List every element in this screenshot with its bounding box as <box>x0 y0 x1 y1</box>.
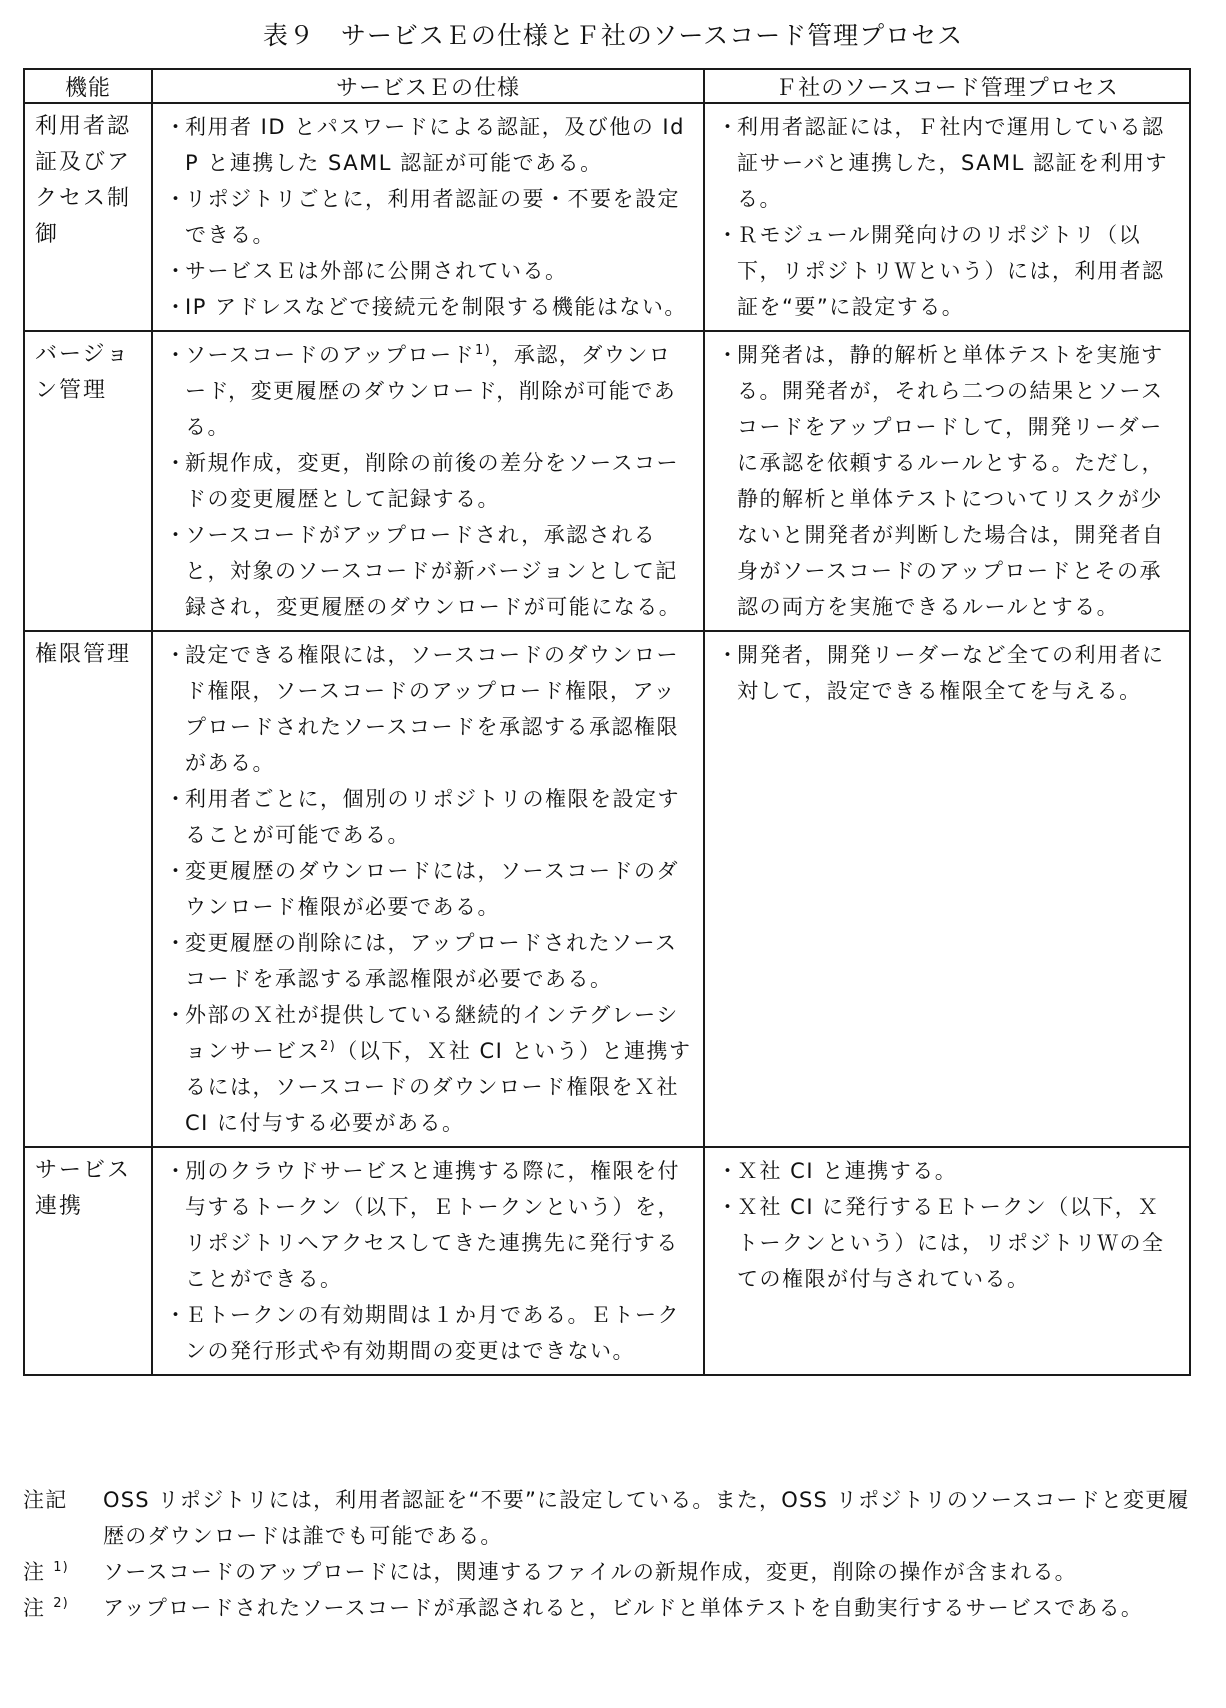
bullet-marker: ・ <box>717 343 740 367</box>
note-label-text: 注 <box>23 1560 46 1584</box>
management-process-list <box>715 109 1179 325</box>
bullet-marker: ・ <box>165 343 188 367</box>
list-item <box>163 853 693 925</box>
bullet-marker: ・ <box>165 187 188 211</box>
management-process-list <box>715 1153 1179 1297</box>
bullet-marker: ・ <box>165 931 188 955</box>
management-process-list <box>715 337 1179 625</box>
header-row <box>24 69 1190 103</box>
footnote-marker: 1) <box>53 1560 69 1575</box>
bullet-marker: ・ <box>165 523 188 547</box>
bullet-marker: ・ <box>717 643 740 667</box>
list-item <box>163 445 693 517</box>
note-label <box>23 1590 69 1626</box>
header-service-spec: サービスＥの仕様 <box>152 69 704 103</box>
note-item <box>23 1590 1203 1626</box>
table-body <box>24 103 1190 1375</box>
item-text: 設定できる権限には，ソースコードのダウンロード権限，ソースコードのアップロード権限，アップロードされたソースコードを承認する承認権限がある。 <box>185 643 679 775</box>
bullet-marker: ・ <box>717 223 740 247</box>
header-function: 機能 <box>24 69 152 103</box>
list-item <box>163 181 693 253</box>
service-spec-cell <box>152 1147 704 1375</box>
footnote-ref: 2) <box>320 1039 337 1054</box>
list-item <box>715 337 1179 625</box>
note-text: ソースコードのアップロードには，関連するファイルの新規作成，変更，削除の操作が含まれる。 <box>103 1560 1077 1584</box>
item-text: ソースコードがアップロードされ，承認されると，対象のソースコードが新バージョンとして記録され，変更履歴のダウンロードが可能になる。 <box>185 523 682 619</box>
service-spec-list <box>163 109 693 325</box>
footnote-ref: 1) <box>474 343 492 358</box>
service-spec-cell <box>152 631 704 1147</box>
item-text: Ｘ社 CI と連携する。 <box>737 1159 958 1183</box>
bullet-marker: ・ <box>165 643 188 667</box>
bullet-marker: ・ <box>717 115 740 139</box>
item-text: 利用者 ID とパスワードによる認証，及び他の IdP と連携した SAML 認証が可能である。 <box>185 115 685 175</box>
item-text: リポジトリごとに，利用者認証の要・不要を設定できる。 <box>185 187 680 247</box>
note-label-text: 注 <box>23 1596 46 1620</box>
item-text: 開発者，開発リーダーなど全ての利用者に対して，設定できる権限全てを与える。 <box>737 643 1165 703</box>
list-item <box>163 1297 693 1369</box>
bullet-marker: ・ <box>717 1159 740 1183</box>
item-text: 利用者ごとに，個別のリポジトリの権限を設定することが可能である。 <box>185 787 680 847</box>
list-item <box>715 1189 1179 1297</box>
list-item <box>715 217 1179 325</box>
service-spec-list <box>163 637 693 1141</box>
management-process-cell <box>704 103 1190 331</box>
note-text: アップロードされたソースコードが承認されると，ビルドと単体テストを自動実行するサービスである。 <box>103 1596 1144 1620</box>
note-label-text: 注記 <box>23 1488 68 1512</box>
bullet-marker: ・ <box>165 1303 188 1327</box>
item-text: ソースコードのアップロード <box>185 343 475 367</box>
list-item <box>715 109 1179 217</box>
list-item <box>163 925 693 997</box>
item-text: 利用者認証には，Ｆ社内で運用している認証サーバと連携した，SAML 認証を利用する。 <box>737 115 1169 211</box>
table-caption: 表９ サービスＥの仕様とＦ社のソースコード管理プロセス <box>262 21 964 50</box>
header-management-process: Ｆ社のソースコード管理プロセス <box>704 69 1190 103</box>
item-text: （以下，Ｘ社 CI という）と連携するには，ソースコードのダウンロード権限をＸ社 CI に付与する必要がある。 <box>185 1039 692 1135</box>
service-spec-list <box>163 1153 693 1369</box>
item-text: IP アドレスなどで接続元を制限する機能はない。 <box>185 295 687 319</box>
list-item <box>163 109 693 181</box>
list-item <box>715 1153 1179 1189</box>
bullet-marker: ・ <box>165 295 188 319</box>
notes-section <box>23 1482 1203 1626</box>
management-process-list <box>715 637 1179 709</box>
function-cell: 利用者認証及びアクセス制御 <box>24 103 152 331</box>
item-text: 別のクラウドサービスと連携する際に，権限を付与するトークン（以下，Ｅトークンという）を，リポジトリへアクセスしてきた連携先に発行することができる。 <box>185 1159 680 1291</box>
management-process-cell <box>704 1147 1190 1375</box>
bullet-marker: ・ <box>165 787 188 811</box>
list-item <box>163 289 693 325</box>
spec-table <box>23 68 1191 1376</box>
table-row <box>24 1147 1190 1375</box>
function-cell: 権限管理 <box>24 631 152 1147</box>
item-text: Ｒモジュール開発向けのリポジトリ（以下，リポジトリＷという）には，利用者認証を“要”に設定する。 <box>737 223 1165 319</box>
bullet-marker: ・ <box>165 115 188 139</box>
list-item <box>163 253 693 289</box>
function-cell: サービス連携 <box>24 1147 152 1375</box>
bullet-marker: ・ <box>165 259 188 283</box>
table-row <box>24 631 1190 1147</box>
bullet-marker: ・ <box>717 1195 740 1219</box>
item-text: 開発者は，静的解析と単体テストを実施する。開発者が，それら二つの結果とソースコードをアップロードして，開発リーダーに承認を依頼するルールとする。ただし，静的解析と単体テストについてリスクが少ないと開発者が判断した場合は，開発者自身がソースコードのアップロードとその承認の両方を実施できるルールとする。 <box>737 343 1165 619</box>
list-item <box>163 337 693 445</box>
list-item <box>163 637 693 781</box>
service-spec-cell <box>152 331 704 631</box>
item-text: 外部のＸ社が提供している継続的インテグレーションサービス <box>185 1003 679 1063</box>
item-text: Ｅトークンの有効期間は１か月である。Ｅトークンの発行形式や有効期間の変更はできない。 <box>185 1303 680 1363</box>
note-label <box>23 1482 67 1518</box>
table-row <box>24 331 1190 631</box>
bullet-marker: ・ <box>165 451 188 475</box>
bullet-marker: ・ <box>165 859 188 883</box>
note-label <box>23 1554 69 1590</box>
list-item <box>715 637 1179 709</box>
item-text: 新規作成，変更，削除の前後の差分をソースコードの変更履歴として記録する。 <box>185 451 679 511</box>
note-item <box>23 1554 1203 1590</box>
note-item <box>23 1482 1203 1554</box>
list-item <box>163 781 693 853</box>
table-row <box>24 103 1190 331</box>
bullet-marker: ・ <box>165 1003 188 1027</box>
item-text: サービスＥは外部に公開されている。 <box>185 259 568 283</box>
item-text: ，承認，ダウンロード，変更履歴のダウンロード，削除が可能である。 <box>185 343 677 439</box>
list-item <box>163 1153 693 1297</box>
management-process-cell <box>704 331 1190 631</box>
management-process-cell <box>704 631 1190 1147</box>
item-text: 変更履歴のダウンロードには，ソースコードのダウンロード権限が必要である。 <box>185 859 679 919</box>
item-text: 変更履歴の削除には，アップロードされたソースコードを承認する承認権限が必要である。 <box>185 931 678 991</box>
bullet-marker: ・ <box>165 1159 188 1183</box>
item-text: Ｘ社 CI に発行するＥトークン（以下，Ｘトークンという）には，リポジトリＷの全ての権限が付与されている。 <box>737 1195 1165 1291</box>
function-cell: バージョン管理 <box>24 331 152 631</box>
footnote-marker: 2) <box>53 1596 69 1611</box>
list-item <box>163 997 693 1141</box>
service-spec-list <box>163 337 693 625</box>
service-spec-cell <box>152 103 704 331</box>
list-item <box>163 517 693 625</box>
note-text: OSS リポジトリには，利用者認証を“不要”に設定している。また，OSS リポジトリのソースコードと変更履歴のダウンロードは誰でも可能である。 <box>103 1488 1190 1548</box>
